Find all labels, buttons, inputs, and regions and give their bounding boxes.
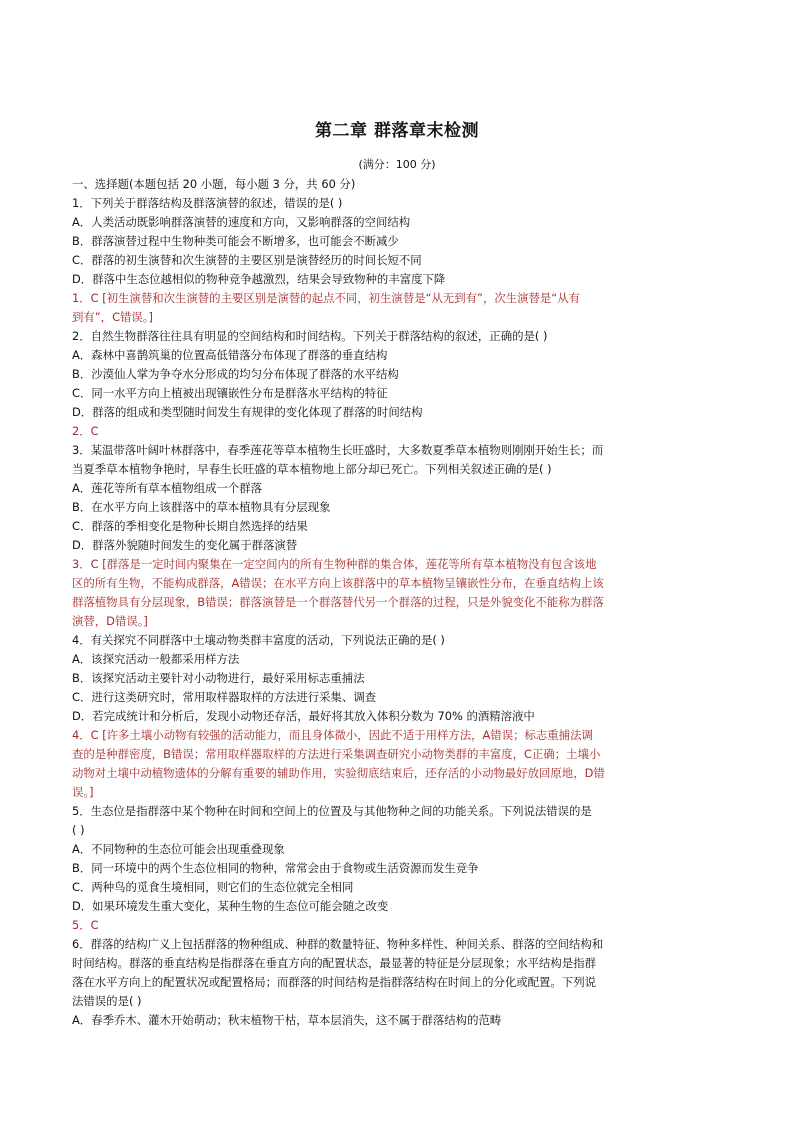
- question-line: B．该探究活动主要针对小动物进行，最好采用标志重捕法: [72, 671, 365, 685]
- question-line: ( ): [72, 823, 85, 837]
- page-title: 第二章 群落章末检测: [315, 121, 479, 141]
- question-line: B．群落演替过程中生物种类可能会不断增多，也可能会不断减少: [72, 234, 399, 248]
- question-line: D．若完成统计和分析后，发现小动物还存活，最好将其放入体积分数为 70% 的酒精溶液中: [72, 709, 535, 723]
- answer-line: 查的是种群密度，B错误；常用取样器取样的方法进行采集调查研究小动物类群的丰富度，C正确；土壤小: [72, 747, 601, 761]
- answer-line: 3．C [群落是一定时间内聚集在一定空间内的所有生物种群的集合体，莲花等所有草本植物没有包含该地: [72, 557, 597, 571]
- answer-line: 区的所有生物，不能构成群落，A错误；在水平方向上该群落中的草本植物呈镶嵌性分布，在垂直结构上该: [72, 576, 604, 590]
- question-line: C．两种鸟的觅食生境相同，则它们的生态位就完全相同: [72, 880, 354, 894]
- question-line: C．群落的季相变化是物种长期自然选择的结果: [72, 519, 308, 533]
- question-line: 3．某温带落叶阔叶林群落中，春季莲花等草本植物生长旺盛时，大多数夏季草本植物则刚刚开始生长；而: [72, 443, 604, 457]
- answer-line: 演替，D错误。]: [72, 614, 148, 628]
- question-line: 落在水平方向上的配置状况或配置格局；而群落的时间结构是指群落结构在时间上的分化或配置。下列说: [72, 975, 596, 989]
- question-line: 4．有关探究不同群落中土壤动物类群丰富度的活动，下列说法正确的是( ): [72, 633, 445, 647]
- question-line: 一、选择题(本题包括 20 小题，每小题 3 分，共 60 分): [72, 177, 356, 191]
- answer-line: 群落植物具有分层现象，B错误；群落演替是一个群落替代另一个群落的过程，只是外貌变化不能称为群落: [72, 595, 604, 609]
- question-line: A．春季乔木、灌木开始萌动；秋末植物干枯，草本层消失，这不属于群落结构的范畴: [72, 1013, 502, 1027]
- question-line: 时间结构。群落的垂直结构是指群落在垂直方向的配置状态，最显著的特征是分层现象；水平结构是指群: [72, 956, 596, 970]
- question-line: D．群落的组成和类型随时间发生有规律的变化体现了群落的时间结构: [72, 405, 423, 419]
- question-line: 1．下列关于群落结构及群落演替的叙述，错误的是( ): [72, 196, 343, 210]
- question-line: 5．生态位是指群落中某个物种在时间和空间上的位置及与其他物种之间的功能关系。下列说法错误的是: [72, 804, 592, 818]
- question-line: A．该探究活动一般都采用样方法: [72, 652, 240, 666]
- score-note: (满分：100 分): [358, 158, 436, 171]
- question-line: A．莲花等所有草本植物组成一个群落: [72, 481, 263, 495]
- question-line: C．群落的初生演替和次生演替的主要区别是演替经历的时间长短不同: [72, 253, 422, 267]
- question-line: B．同一环境中的两个生态位相同的物种，常常会由于食物或生活资源而发生竞争: [72, 861, 479, 875]
- question-line: C．进行这类研究时，常用取样器取样的方法进行采集、调查: [72, 690, 377, 704]
- question-line: 法错误的是( ): [72, 994, 142, 1008]
- question-line: 2．自然生物群落往往具有明显的空间结构和时间结构。下列关于群落结构的叙述，正确的是( ): [72, 329, 548, 343]
- answer-line: 4．C [许多土壤小动物有较强的活动能力，而且身体微小，因此不适于用样方法，A错误；标志重捕法调: [72, 728, 593, 742]
- question-line: A．人类活动既影响群落演替的速度和方向，又影响群落的空间结构: [72, 215, 411, 229]
- question-line: B．在水平方向上该群落中的草本植物具有分层现象: [72, 500, 331, 514]
- question-line: B．沙漠仙人掌为争夺水分形成的均匀分布体现了群落的水平结构: [72, 367, 399, 381]
- question-line: D．群落中生态位越相似的物种竞争越激烈，结果会导致物种的丰富度下降: [72, 272, 446, 286]
- question-line: A．森林中喜鹊筑巢的位置高低错落分布体现了群落的垂直结构: [72, 348, 388, 362]
- answer-line: 到有”，C错误。]: [72, 310, 153, 324]
- answer-line: 误。]: [72, 785, 94, 799]
- question-line: 当夏季草本植物争艳时，早春生长旺盛的草本植物地上部分却已死亡。下列相关叙述正确的是( ): [72, 462, 552, 476]
- document-body: [72, 175, 724, 1030]
- question-line: 6．群落的结构广义上包括群落的物种组成、种群的数量特征、物种多样性、种间关系、群落的空间结构和: [72, 937, 604, 951]
- answer-line: 1．C [初生演替和次生演替的主要区别是演替的起点不同，初生演替是“从无到有”，次生演替是“从有: [72, 291, 580, 305]
- answer-line: 2．C: [72, 424, 99, 438]
- question-line: D．群落外貌随时间发生的变化属于群落演替: [72, 538, 298, 552]
- question-line: A．不同物种的生态位可能会出现重叠现象: [72, 842, 285, 856]
- question-line: D．如果环境发生重大变化，某种生物的生态位可能会随之改变: [72, 899, 389, 913]
- question-line: C．同一水平方向上植被出现镶嵌性分布是群落水平结构的特征: [72, 386, 388, 400]
- answer-line: 5．C: [72, 918, 99, 932]
- answer-line: 动物对土壤中动植物遗体的分解有重要的辅助作用，实验彻底结束后，还存活的小动物最好放回原地，D错: [72, 766, 605, 780]
